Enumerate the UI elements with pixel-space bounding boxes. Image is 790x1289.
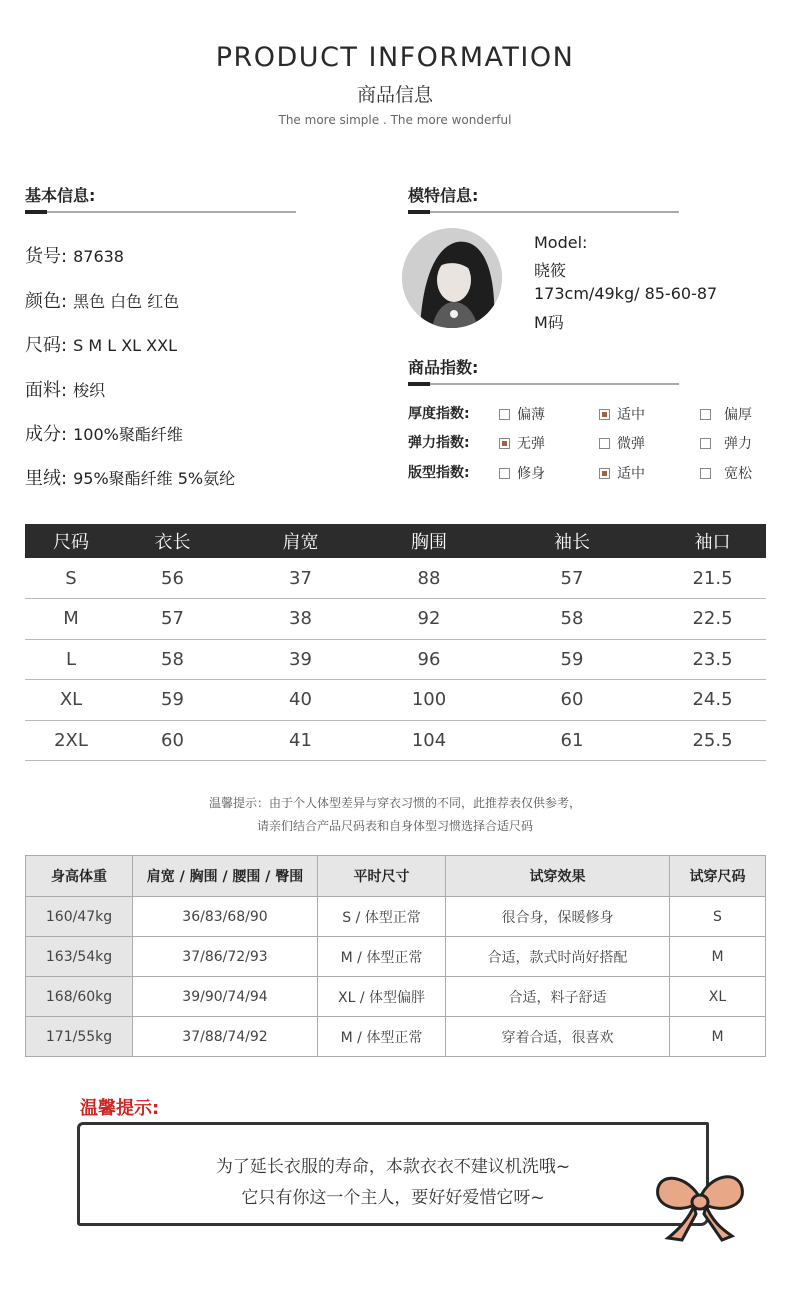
warm-tip-title: 温馨提示: — [80, 1098, 160, 1119]
size-table-cell: 22.5 — [659, 599, 766, 640]
size-header-cell: 衣长 — [117, 524, 228, 558]
tryon-table-header — [26, 856, 766, 897]
size-table-cell: 61 — [485, 720, 659, 761]
model-info-title: 模特信息: — [408, 186, 479, 205]
size-header-cell: 袖长 — [485, 524, 659, 558]
size-table-cell: 2XL — [25, 720, 117, 761]
index-label: 厚度指数: — [408, 406, 470, 422]
checkbox-icon — [700, 468, 711, 479]
model-size: M码 — [534, 313, 564, 332]
tryon-table-cell: M — [670, 1017, 766, 1057]
index-option-label: 适中 — [617, 407, 645, 423]
warm-tip-line-1: 为了延长衣服的寿命，本款衣衣不建议机洗哦~ — [215, 1157, 571, 1177]
info-value: 100%聚酯纤维 — [73, 425, 183, 444]
index-option-label: 弹力 — [724, 436, 752, 452]
model-measurements: 173cm/49kg/ 85-60-87 — [534, 284, 718, 303]
size-table-cell: 56 — [117, 558, 228, 599]
tryon-table-cell: 39/90/74/94 — [133, 977, 318, 1017]
basic-info-divider — [25, 211, 296, 213]
size-table-cell: M — [25, 599, 117, 640]
info-value: 梭织 — [73, 381, 106, 400]
index-option — [700, 463, 752, 483]
checkbox-icon — [499, 468, 510, 479]
info-value: S M L XL XXL — [73, 336, 178, 355]
size-table-cell: 58 — [117, 639, 228, 680]
index-option-label: 无弹 — [517, 436, 545, 452]
size-table-header — [25, 524, 766, 558]
tryon-table-cell: 穿着合适，很喜欢 — [446, 1017, 670, 1057]
index-option — [700, 404, 752, 424]
size-table-cell: 39 — [228, 639, 373, 680]
size-table-cell: 38 — [228, 599, 373, 640]
tryon-header-cell: 试穿尺码 — [670, 856, 766, 897]
index-option-label: 宽松 — [724, 466, 752, 482]
size-table-cell: 25.5 — [659, 720, 766, 761]
warm-tip-line-2: 它只有你这一个主人，要好好爱惜它呀~ — [241, 1188, 545, 1208]
tryon-table-cell: 36/83/68/90 — [133, 897, 318, 937]
tryon-table-cell: 168/60kg — [26, 977, 133, 1017]
size-table-cell: 37 — [228, 558, 373, 599]
size-table-cell: 24.5 — [659, 680, 766, 721]
info-label: 颜色: — [25, 291, 68, 312]
tryon-table-cell: M — [670, 937, 766, 977]
index-option — [700, 433, 752, 453]
size-table-cell: 59 — [117, 680, 228, 721]
info-row-sku — [25, 242, 124, 268]
size-table-cell: 92 — [373, 599, 485, 640]
index-option-label: 偏厚 — [724, 407, 752, 423]
index-option — [499, 433, 545, 453]
tryon-table-row — [26, 1017, 766, 1057]
index-option-label: 适中 — [617, 466, 645, 482]
tryon-table-cell: 163/54kg — [26, 937, 133, 977]
tryon-table — [25, 855, 766, 1057]
size-table-row — [25, 680, 766, 721]
size-table-cell: 100 — [373, 680, 485, 721]
size-table-cell: 58 — [485, 599, 659, 640]
info-row-lining — [25, 464, 235, 490]
index-option — [499, 463, 545, 483]
index-label: 版型指数: — [408, 465, 470, 481]
index-option — [499, 404, 545, 424]
size-table-cell: 59 — [485, 639, 659, 680]
info-value: 黑色 白色 红色 — [73, 292, 180, 311]
tryon-table-row — [26, 937, 766, 977]
tryon-header-cell: 肩宽 / 胸围 / 腰围 / 臀围 — [133, 856, 318, 897]
subtitle: The more simple . The more wonderful — [278, 113, 512, 127]
info-label: 里绒: — [25, 468, 68, 489]
index-label: 弹力指数: — [408, 435, 470, 451]
size-table-cell: 60 — [485, 680, 659, 721]
tryon-header-cell: 平时尺寸 — [318, 856, 446, 897]
size-table-cell: 88 — [373, 558, 485, 599]
size-table-row — [25, 639, 766, 680]
index-divider — [408, 383, 679, 385]
index-title: 商品指数: — [408, 358, 479, 377]
info-row-composition — [25, 420, 183, 446]
title-english: PRODUCT INFORMATION — [215, 42, 575, 73]
info-label: 尺码: — [25, 335, 68, 356]
size-header-cell: 胸围 — [373, 524, 485, 558]
tryon-table-cell: 很合身，保暖修身 — [446, 897, 670, 937]
basic-info-title: 基本信息: — [25, 186, 96, 205]
size-table-cell: 57 — [485, 558, 659, 599]
tryon-table-cell: 37/88/74/92 — [133, 1017, 318, 1057]
checked-box-icon — [599, 409, 610, 420]
tryon-table-cell: S / 体型正常 — [318, 897, 446, 937]
size-table-cell: 21.5 — [659, 558, 766, 599]
tryon-table-row — [26, 977, 766, 1017]
info-row-color — [25, 287, 179, 313]
info-row-fabric — [25, 376, 105, 402]
index-option-label: 微弹 — [617, 436, 645, 452]
size-table-cell: 41 — [228, 720, 373, 761]
checkbox-icon — [599, 438, 610, 449]
model-info-divider — [408, 211, 679, 213]
checkbox-icon — [700, 438, 711, 449]
tryon-table-cell: 37/86/72/93 — [133, 937, 318, 977]
index-option — [599, 404, 645, 424]
size-header-cell: 尺码 — [25, 524, 117, 558]
index-option — [599, 433, 645, 453]
tryon-header-cell: 试穿效果 — [446, 856, 670, 897]
info-label: 面料: — [25, 380, 68, 401]
checked-box-icon — [499, 438, 510, 449]
info-label: 货号: — [25, 246, 68, 267]
tip-line-1: 温馨提示：由于个人体型差异与穿衣习惯的不同，此推荐表仅供参考， — [208, 796, 581, 810]
checked-box-icon — [599, 468, 610, 479]
tryon-table-row — [26, 897, 766, 937]
model-name: 晓筱 — [534, 261, 567, 280]
model-label: Model: — [534, 233, 588, 252]
size-table-cell: 40 — [228, 680, 373, 721]
tryon-table-cell: M / 体型正常 — [318, 937, 446, 977]
index-option-label: 修身 — [517, 466, 545, 482]
index-option — [599, 463, 645, 483]
tryon-table-cell: 合适，款式时尚好搭配 — [446, 937, 670, 977]
tryon-table-cell: 171/55kg — [26, 1017, 133, 1057]
tip-line-2: 请亲们结合产品尺码表和自身体型习惯选择合适尺码 — [256, 819, 533, 833]
size-table-cell: 60 — [117, 720, 228, 761]
info-value: 87638 — [73, 247, 124, 266]
size-table-cell: L — [25, 639, 117, 680]
size-header-cell: 肩宽 — [228, 524, 373, 558]
tryon-header-cell: 身高体重 — [26, 856, 133, 897]
size-header-cell: 袖口 — [659, 524, 766, 558]
info-value: 95%聚酯纤维 5%氨纶 — [73, 469, 236, 488]
size-table-row — [25, 720, 766, 761]
tryon-table-cell: S — [670, 897, 766, 937]
index-option-label: 偏薄 — [517, 407, 545, 423]
info-row-size — [25, 331, 177, 357]
size-table-cell: 96 — [373, 639, 485, 680]
size-table-cell: 57 — [117, 599, 228, 640]
model-avatar — [402, 228, 502, 328]
tryon-table-cell: M / 体型正常 — [318, 1017, 446, 1057]
tryon-table-cell: XL — [670, 977, 766, 1017]
checkbox-icon — [499, 409, 510, 420]
info-label: 成分: — [25, 424, 68, 445]
size-table-cell: 104 — [373, 720, 485, 761]
size-table-row — [25, 599, 766, 640]
size-table-row — [25, 558, 766, 599]
size-table-cell: S — [25, 558, 117, 599]
bow-decoration-icon — [652, 1168, 748, 1244]
size-table-cell: XL — [25, 680, 117, 721]
tryon-table-cell: 合适，料子舒适 — [446, 977, 670, 1017]
tryon-table-cell: XL / 体型偏胖 — [318, 977, 446, 1017]
size-table — [25, 524, 766, 761]
tryon-table-cell: 160/47kg — [26, 897, 133, 937]
warm-tip-box — [77, 1122, 709, 1226]
checkbox-icon — [700, 409, 711, 420]
size-table-cell: 23.5 — [659, 639, 766, 680]
title-chinese: 商品信息 — [356, 84, 433, 106]
